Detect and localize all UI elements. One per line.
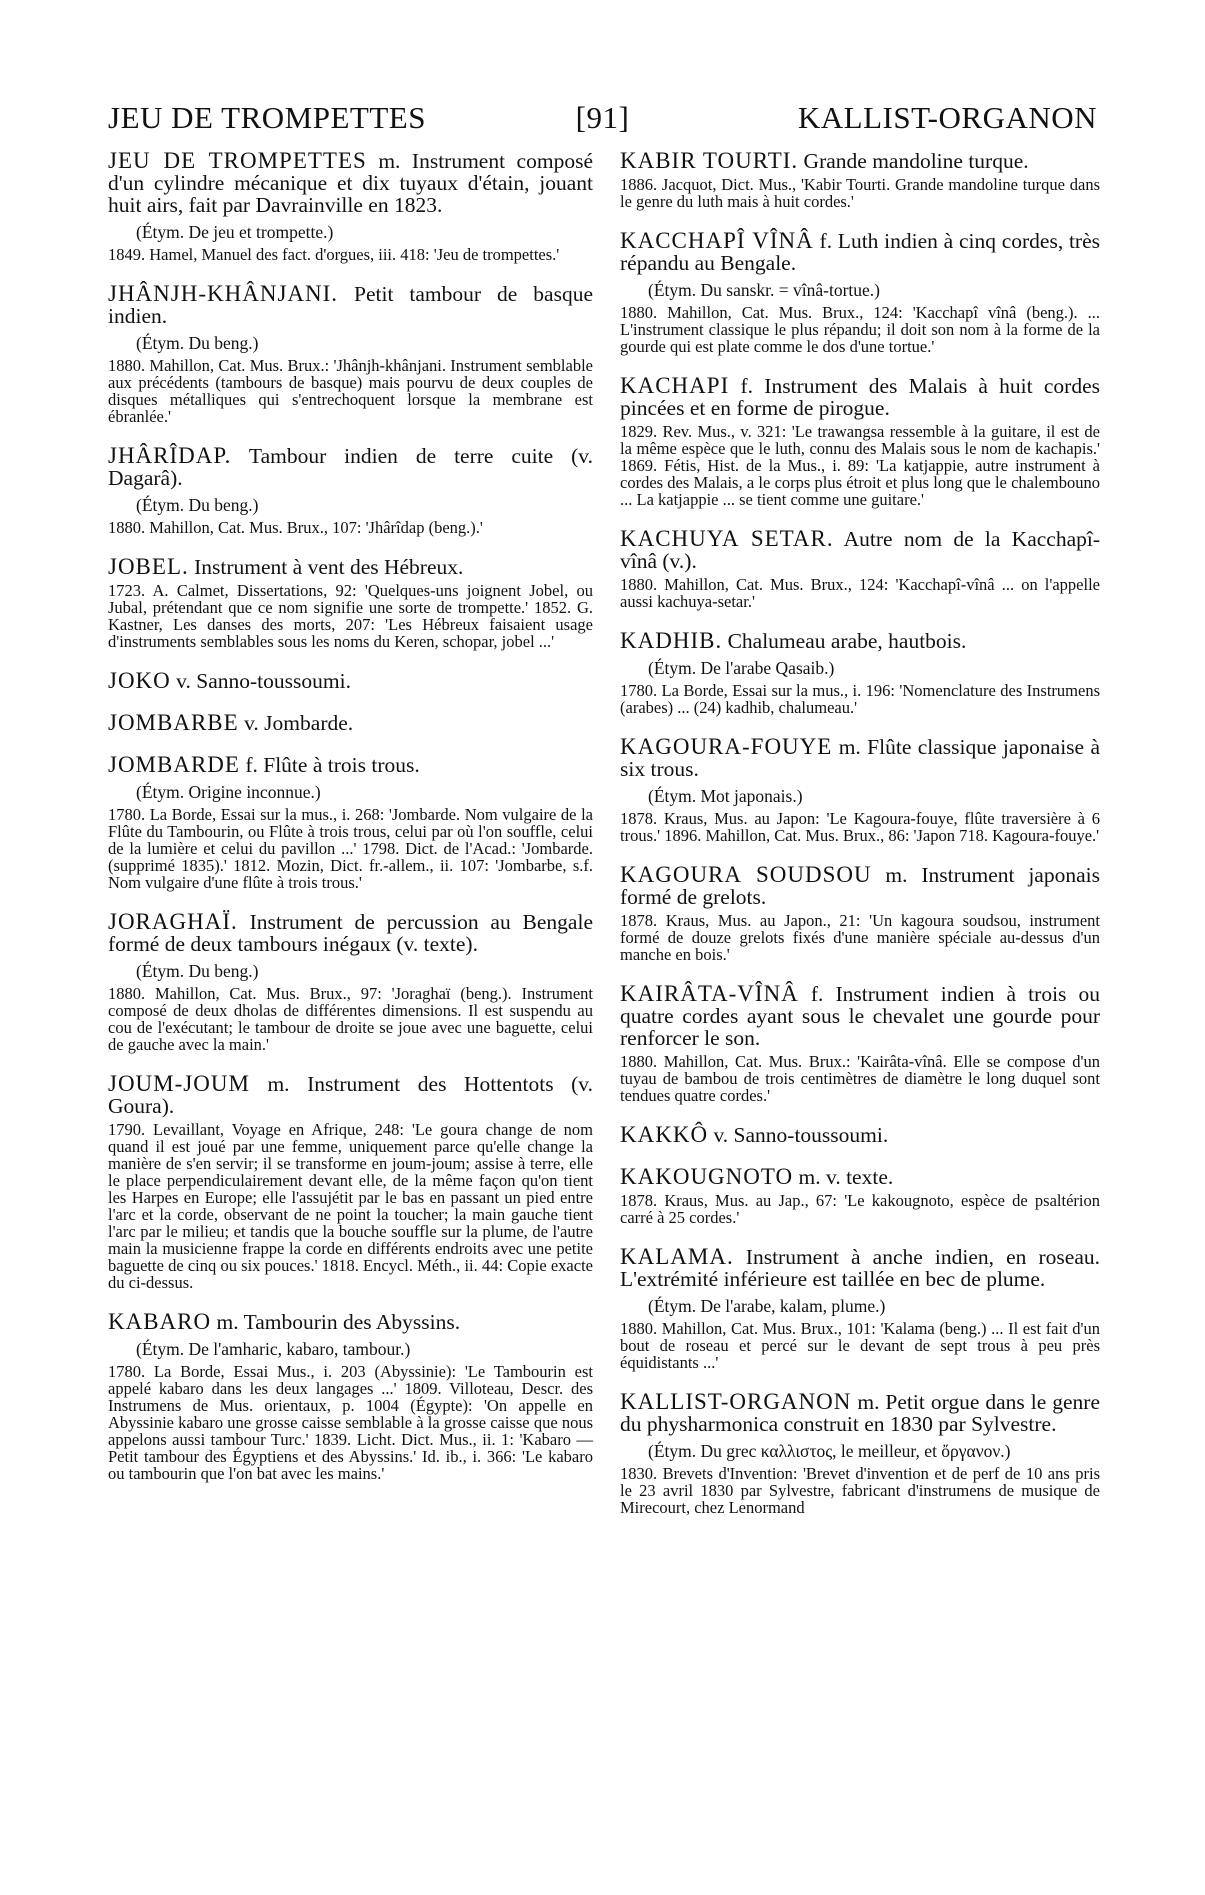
entry-headword: KAIRÂTA-VÎNÂ <box>620 981 799 1006</box>
entry-headword: KACHAPI <box>620 373 730 398</box>
entry-citation: 1878. Kraus, Mus. au Jap., 67: 'Le kakougnoto, espèce de psaltérion carré à 25 cordes.' <box>620 1191 1100 1227</box>
dictionary-entry <box>620 528 1100 610</box>
entry-definition <box>620 1124 1100 1146</box>
entry-citation: 1723. A. Calmet, Dissertations, 92: 'Quelques-uns joignent Jobel, ou Jubal, prétendant que ce nom signifie une sorte de trompette.' 1852. G. Kastner, Les danses des morts, 207: 'Les Hébreux faisaient usage d'instruments semblables sous les noms du Keren, schopar, jobel ...' <box>108 581 593 651</box>
entry-citation: 1880. Mahillon, Cat. Mus. Brux., 124: 'Kacchapî vînâ (beng.). ... L'instrument classique le plus répandu; il doit son nom à la forme de la gourde qui est plate comme le dos d'une tortue.' <box>620 303 1100 356</box>
entry-citation: 1780. La Borde, Essai Mus., i. 203 (Abyssinie): 'Le Tambourin est appelé kabaro dans les deux langages ...' 1809. Villoteau, Descr. des Instrumens de Mus. orientaux, p. 1004 (Égypte): 'On appelle en Abyssinie kabaro une grosse caisse semblable à la grosse caisse que nous appelons aussi tambour Turc.' 1839. Licht. Dict. Mus., ii. 1: 'Kabaro — Petit tambour des Égyptiens et des Abyssins.' Id. ib., i. 366: 'Le kabaro ou tambourin que l'on bat avec les mains.' <box>108 1362 593 1483</box>
entry-definition-text: m. Instrument des Hottentots (v. Goura). <box>108 1072 593 1118</box>
entry-definition-text: m. Instrument composé d'un cylindre mécanique et dix tuyaux d'étain, jouant huit airs, fait par Davrainville en 1823. <box>108 149 593 217</box>
dictionary-entry <box>620 864 1100 963</box>
entry-citation: 1880. Mahillon, Cat. Mus. Brux., 124: 'Kacchapî-vînâ ... on l'appelle aussi kachuya-setar.' <box>620 575 1100 611</box>
running-header-left: JEU DE TROMPETTES <box>108 100 426 135</box>
entry-etymology: (Étym. Origine inconnue.) <box>136 782 321 802</box>
entry-definition-text: Grande mandoline turque. <box>798 149 1029 173</box>
entry-headword: JOMBARBE <box>108 710 239 735</box>
entry-headword: JOUM-JOUM <box>108 1071 250 1096</box>
entry-definition <box>620 375 1100 419</box>
entry-headword: KAKOUGNOTO <box>620 1164 794 1189</box>
entry-definition-text: Autre nom de la Kacchapî-vînâ (v.). <box>620 527 1100 573</box>
entry-etymology: (Étym. Du beng.) <box>136 495 259 515</box>
entry-definition <box>620 983 1100 1049</box>
entry-etymology: (Étym. De l'amharic, kabaro, tambour.) <box>136 1339 411 1359</box>
entry-definition <box>620 736 1100 780</box>
entry-definition-text: Instrument à vent des Hébreux. <box>188 555 464 579</box>
entry-definition <box>620 1391 1100 1435</box>
dictionary-entry <box>108 1311 593 1482</box>
entry-definition-text: v. Sanno-toussoumi. <box>170 669 351 693</box>
entry-definition <box>108 670 593 692</box>
entry-headword: KADHIB. <box>620 628 723 653</box>
dictionary-entry <box>108 283 593 425</box>
entry-definition-text: m. Petit orgue dans le genre du physharmonica construit en 1830 par Sylvestre. <box>620 1390 1100 1436</box>
entry-headword: JOBEL. <box>108 554 189 579</box>
entry-headword: KAKKÔ <box>620 1122 709 1147</box>
entry-definition <box>108 445 593 489</box>
entry-definition-text: f. Instrument des Malais à huit cordes pincées et en forme de pirogue. <box>620 374 1100 420</box>
dictionary-entry <box>620 983 1100 1104</box>
dictionary-entry <box>620 1391 1100 1516</box>
entry-definition-text: m. Tambourin des Abyssins. <box>211 1310 461 1334</box>
entry-citation: 1886. Jacquot, Dict. Mus., 'Kabir Tourti. Grande mandoline turque dans le genre du luth mais à huit cordes.' <box>620 175 1100 211</box>
dictionary-entry <box>108 1073 593 1291</box>
entry-citation: 1830. Brevets d'Invention: 'Brevet d'invention et de perf de 10 ans pris le 23 avril 1830 par Sylvestre, fabricant d'instrumens de musique de Mirecourt, chez Lenormand <box>620 1464 1100 1517</box>
entry-citation: 1880. Mahillon, Cat. Mus. Brux., 107: 'Jhârîdap (beng.).' <box>108 518 483 537</box>
entry-definition-text: f. Luth indien à cinq cordes, très répandu au Bengale. <box>620 229 1100 275</box>
entry-definition <box>108 1311 593 1333</box>
entry-citation: 1780. La Borde, Essai sur la mus., i. 196: 'Nomenclature des Instrumens (arabes) ... (24) kadhib, chalumeau.' <box>620 681 1100 717</box>
entry-headword: KABIR TOURTI. <box>620 148 799 173</box>
dictionary-entry <box>620 736 1100 844</box>
entry-definition-text: Petit tambour de basque indien. <box>108 282 593 328</box>
entry-definition <box>108 754 593 776</box>
entry-citation: 1878. Kraus, Mus. au Japon: 'Le Kagoura-fouye, flûte traversière à 6 trous.' 1896. Mahillon, Cat. Mus. Brux., 86: 'Japon 718. Kagoura-fouye.' <box>620 809 1100 845</box>
entry-citation: 1780. La Borde, Essai sur la mus., i. 268: 'Jombarde. Nom vulgaire de la Flûte du Tambourin, ou Flûte à trois trous, celui par où l'on souffle, celui de la lumière et celui du pavillon ...' 1798. Dict. de l'Acad.: 'Jombarde. (supprimé 1835).' 1812. Mozin, Dict. fr.-allem., ii. 107: 'Jombarbe, s.f. Nom vulgaire d'une flûte à trois trous.' <box>108 805 593 892</box>
entry-headword: KAGOURA SOUDSOU <box>620 862 872 887</box>
entry-definition-text: m. Instrument japonais formé de grelots. <box>620 863 1100 909</box>
entry-headword: KACCHAPÎ VÎNÂ <box>620 228 814 253</box>
running-header-right: KALLIST-ORGANON <box>797 100 1097 135</box>
dictionary-entry <box>620 630 1100 716</box>
entry-etymology: (Étym. Mot japonais.) <box>648 786 803 806</box>
entry-headword: JEU DE TROMPETTES <box>108 148 367 173</box>
entry-definition <box>108 556 593 578</box>
entry-definition-text: Tambour indien de terre cuite (v. Dagarâ). <box>108 444 593 490</box>
entry-citation: 1849. Hamel, Manuel des fact. d'orgues, iii. 418: 'Jeu de trompettes.' <box>108 245 560 264</box>
entry-etymology: (Étym. Du grec καλλιστος, le meilleur, et ὄργανον.) <box>648 1441 1011 1461</box>
entry-definition-text: v. Jombarde. <box>238 711 354 735</box>
page-number: [91] <box>575 100 630 135</box>
running-header <box>108 100 1097 140</box>
entry-definition <box>620 528 1100 572</box>
entry-definition <box>108 911 593 955</box>
dictionary-entry <box>620 230 1100 355</box>
entry-headword: KALAMA. <box>620 1244 734 1269</box>
entry-headword: JHÂRÎDAP. <box>108 443 232 468</box>
dictionary-entry <box>108 754 593 891</box>
entry-etymology: (Étym. De jeu et trompette.) <box>136 222 334 242</box>
entry-definition <box>108 1073 593 1117</box>
entry-headword: KALLIST-ORGANON <box>620 1389 852 1414</box>
dictionary-entry <box>108 911 593 1053</box>
entry-definition-text: m. v. texte. <box>793 1165 894 1189</box>
entry-etymology: (Étym. Du sanskr. = vînâ-tortue.) <box>648 280 880 300</box>
entry-definition <box>620 150 1100 172</box>
entry-citation: 1880. Mahillon, Cat. Mus. Brux.: 'Kairâta-vînâ. Elle se compose d'un tuyau de bambou de trois centimètres de diamètre le long duquel sont tendues quatre cordes.' <box>620 1052 1100 1105</box>
entry-headword: KACHUYA SETAR. <box>620 526 834 551</box>
entry-etymology: (Étym. De l'arabe, kalam, plume.) <box>648 1296 886 1316</box>
dictionary-entry <box>620 375 1100 508</box>
entry-definition <box>620 864 1100 908</box>
entry-definition <box>620 230 1100 274</box>
entry-headword: JHÂNJH-KHÂNJANI. <box>108 281 339 306</box>
dictionary-entry <box>108 712 593 734</box>
dictionary-entry <box>620 1166 1100 1226</box>
entry-definition-text: v. Sanno-toussoumi. <box>708 1123 889 1147</box>
entry-definition <box>620 630 1100 652</box>
entry-headword: KAGOURA-FOUYE <box>620 734 833 759</box>
entry-definition-text: f. Instrument indien à trois ou quatre cordes ayant sous le chevalet une gourde pour renforcer le son. <box>620 982 1100 1050</box>
entry-citation: 1878. Kraus, Mus. au Japon., 21: 'Un kagoura soudsou, instrument formé de douze grelots fixés d'une manière spéciale au-dessus d'un manche en bois.' <box>620 911 1100 964</box>
entry-definition-text: Instrument à anche indien, en roseau. L'extrémité inférieure est taillée en bec de plume. <box>620 1245 1100 1291</box>
dictionary-entry <box>620 150 1100 210</box>
entry-definition <box>620 1166 1100 1188</box>
dictionary-entry <box>108 445 593 536</box>
entry-definition <box>108 283 593 327</box>
entry-headword: JOKO <box>108 668 171 693</box>
entry-definition-text: f. Flûte à trois trous. <box>239 753 420 777</box>
entry-headword: JOMBARDE <box>108 752 240 777</box>
dictionary-entry <box>108 150 593 263</box>
entry-citation: 1880. Mahillon, Cat. Mus. Brux., 101: 'Kalama (beng.) ... Il est fait d'un bout de roseau et percé sur le devant de sept trous à peu près équidistants ...' <box>620 1319 1100 1372</box>
entry-etymology: (Étym. De l'arabe Qasaib.) <box>648 658 835 678</box>
entry-definition <box>620 1246 1100 1290</box>
dictionary-entry <box>620 1124 1100 1146</box>
entry-definition <box>108 712 593 734</box>
entry-etymology: (Étym. Du beng.) <box>136 333 259 353</box>
dictionary-entry <box>108 556 593 650</box>
entry-definition-text: m. Flûte classique japonaise à six trous. <box>620 735 1100 781</box>
entry-headword: KABARO <box>108 1309 212 1334</box>
entry-definition <box>108 150 593 216</box>
entry-citation: 1880. Mahillon, Cat. Mus. Brux.: 'Jhânjh-khânjani. Instrument semblable aux précédents (tambours de basque) mais pourvu de deux couples de disques métalliques qui s'entrechoquent lorsque la membrane est ébranlée.' <box>108 356 593 426</box>
dictionary-entry <box>108 670 593 692</box>
entry-headword: JORAGHAÏ. <box>108 909 238 934</box>
entry-etymology: (Étym. Du beng.) <box>136 961 259 981</box>
entry-definition-text: Instrument de percussion au Bengale formé de deux tambours inégaux (v. texte). <box>108 910 593 956</box>
entry-citation: 1829. Rev. Mus., v. 321: 'Le trawangsa ressemble à la guitare, il est de la même espèce que le luth, connu des Malais sous le nom de kachapis.' 1869. Fétis, Hist. de la Mus., i. 89: 'La katjappie, autre instrument à cordes des Malais, a le corps plus étroit et plus long que le chalembouno ... La katjappie ... se tient comme une guitare.' <box>620 422 1100 509</box>
left-column <box>108 150 593 1502</box>
entry-definition-text: Chalumeau arabe, hautbois. <box>722 629 967 653</box>
entry-citation: 1790. Levaillant, Voyage en Afrique, 248: 'Le goura change de nom quand il est joué par une femme, uniquement parce qu'elle change la manière de s'en servir; il se transforme en joum-joum; assise à terre, elle le place perpendiculairement devant elle, de la même façon qu'on tient les Harpes en Europe; elle l'assujétit par le bas en passant un pied entre l'arc et la corde, observant de ne point la toucher; la main gauche tient l'arc par le milieu; et tandis que la bouche souffle sur la plume, de l'autre main la musicienne frappe la corde en différents endroits avec une petite baguette de cinq ou six pouces.' 1818. Encycl. Méth., ii. 44: Copie exacte du ci-dessus. <box>108 1120 593 1292</box>
right-column <box>620 150 1100 1536</box>
dictionary-entry <box>620 1246 1100 1371</box>
entry-citation: 1880. Mahillon, Cat. Mus. Brux., 97: 'Joraghaï (beng.). Instrument composé de deux dholas de différentes dimensions. Il est suspendu au cou de l'exécutant; le tambour de droite se joue avec une baguette, celui de gauche avec la main.' <box>108 984 593 1054</box>
